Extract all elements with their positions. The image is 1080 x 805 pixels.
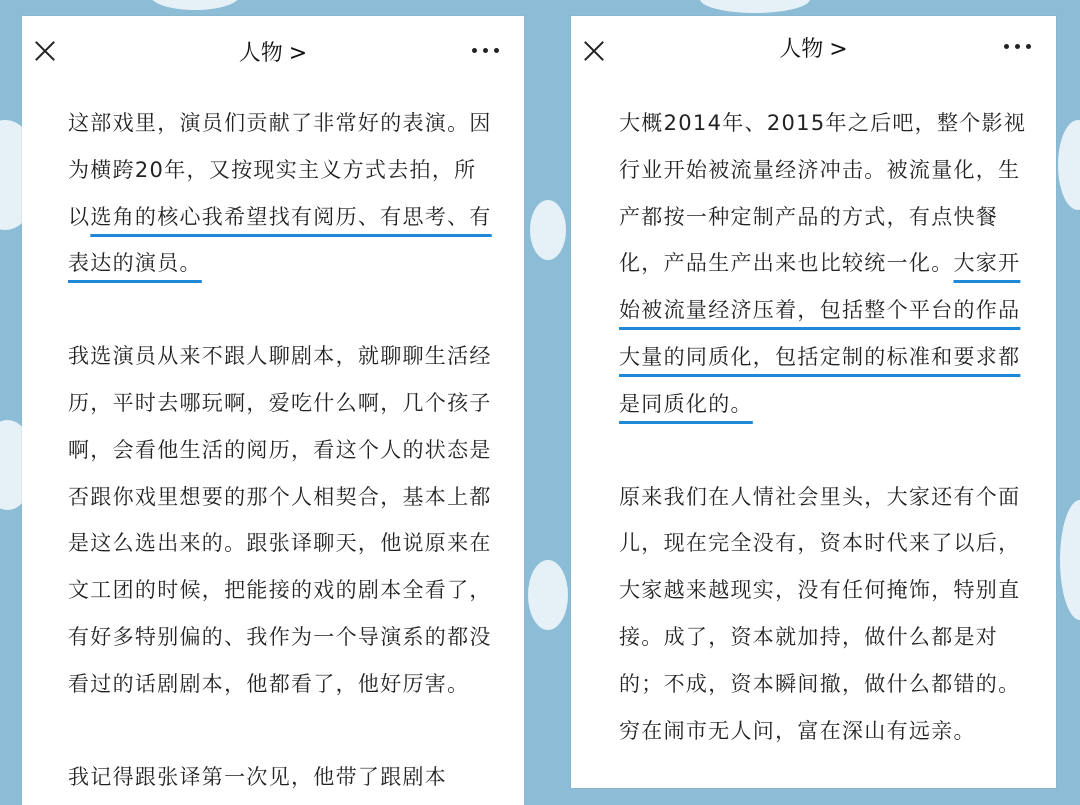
highlighted-text: 大家开始被流量经济压着，包括整个平台的作品大量的同质化，包括定制的标准和要求都是同质化的。 bbox=[619, 251, 1021, 416]
chevron-right-icon[interactable]: > bbox=[288, 41, 308, 66]
nav-title[interactable] bbox=[571, 32, 1056, 63]
highlighted-text: 选角的核心我希望找有阅历、有思考、有表达的演员。 bbox=[68, 204, 492, 276]
left-article-panel bbox=[22, 16, 524, 805]
article-paragraph bbox=[619, 474, 1032, 755]
nav-title[interactable] bbox=[22, 36, 524, 67]
article-paragraph bbox=[68, 333, 494, 707]
text-run: 这部戏里，演员们贡献了非常好的表演。因为横跨20年，又按现实主义方式去拍，所以 bbox=[68, 111, 492, 229]
article-body bbox=[68, 100, 494, 800]
chevron-right-icon[interactable]: > bbox=[829, 37, 848, 62]
article-paragraph bbox=[68, 100, 494, 287]
article-paragraph bbox=[619, 100, 1032, 428]
text-run: 我选演员从来不跟人聊剧本，就聊聊生活经历，平时去哪玩啊，爱吃什么啊，几个孩子啊，会看他生活的阅历，看这个人的状态是否跟你戏里想要的那个人相契合，基本上都是这么选出来的。跟张译聊天，他说原来在文工团的时候，把能接的戏的剧本全看了，有好多特别偏的、我作为一个导演系的都没看过的话剧剧本，他都看了，他好厉害。 bbox=[68, 344, 492, 696]
nav-bar bbox=[22, 16, 524, 84]
nav-bar bbox=[571, 16, 1056, 84]
right-article-panel bbox=[571, 16, 1056, 788]
nav-title-text[interactable]: 人物 bbox=[238, 41, 283, 66]
more-dots-icon[interactable] bbox=[1004, 44, 1032, 50]
article-paragraph bbox=[68, 754, 494, 801]
text-run: 原来我们在人情社会里头，大家还有个面儿，现在完全没有，资本时代来了以后，大家越来越现实，没有任何掩饰，特别直接。成了，资本就加持，做什么都是对的；不成，资本瞬间撤，做什么都错的。穷在闹市无人问，富在深山有远亲。 bbox=[619, 484, 1021, 743]
more-dots-icon[interactable] bbox=[472, 48, 500, 54]
article-body bbox=[619, 100, 1032, 754]
nav-title-text[interactable]: 人物 bbox=[779, 37, 824, 62]
text-run: 大概2014年、2015年之后吧，整个影视行业开始被流量经济冲击。被流量化，生产都按一种定制产品的方式，有点快餐化，产品生产出来也比较统一化。 bbox=[619, 111, 1027, 276]
text-run: 我记得跟张译第一次见，他带了跟剧本 bbox=[68, 764, 448, 789]
